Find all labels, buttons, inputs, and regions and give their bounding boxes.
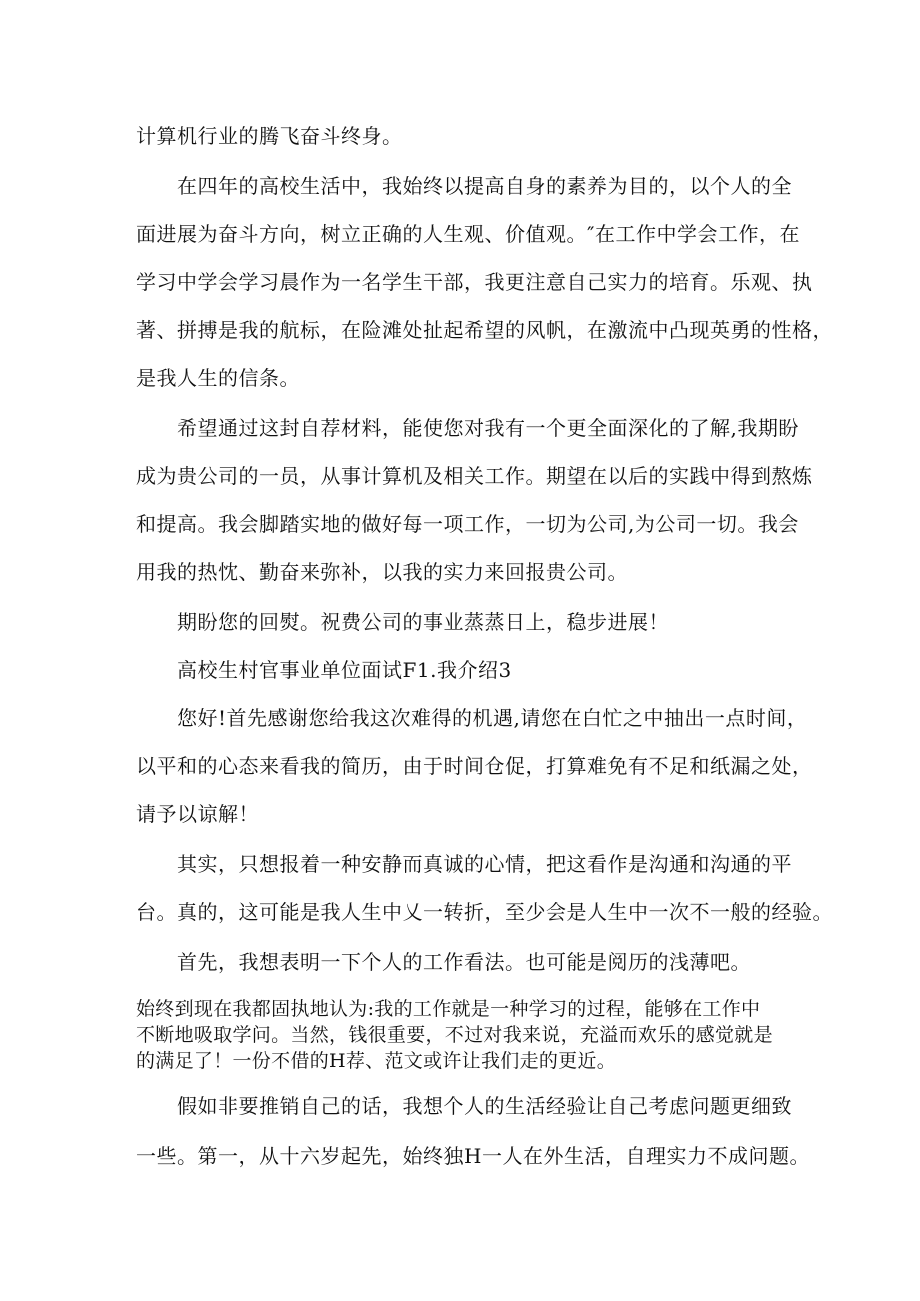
paragraph-line: 一些。第一，从十六岁起先，始终独H一人在外生活，自理实力不成问题。 (136, 1144, 810, 1168)
paragraph-line: 学习中学会学习晨作为一名学生干部，我更注意自己实力的培育。乐观、执 (136, 270, 813, 294)
paragraph-line: 其实，只想报着一种安静而真诚的心情，把这看作是沟通和沟通的平 (177, 852, 792, 876)
paragraph-line: 著、拼搏是我的航标，在险滩处扯起希望的风帆，在激流中凸现英勇的性格， (136, 318, 833, 342)
paragraph-line: 和提高。我会脚踏实地的做好每一项工作，一切为公司,为公司一切。我会 (136, 512, 799, 536)
paragraph-line: 您好!首先感谢您给我这次难得的机遇,请您在白忙之中抽出一点时间， (177, 706, 808, 730)
paragraph-line: 首先，我想表明一下个人的工作看法。也可能是阅历的浅薄吧。 (177, 950, 751, 974)
paragraph-line: 不断地吸取学问。当然，钱很重要，不过对我来说，充溢而欢乐的感觉就是 (136, 1024, 773, 1046)
paragraph-line: 是我人生的信条。 (136, 366, 300, 390)
paragraph-line: 假如非要推销自己的话，我想个人的生活经验让自己考虑问题更细致 (177, 1094, 792, 1118)
paragraph-line: 希望通过这封自荐材料，能使您对我有一个更全面深化的了解,我期盼 (177, 416, 799, 440)
paragraph-line: 台。真的，这可能是我人生中乂一转折，至少会是人生中一次不一般的经验。 (136, 900, 833, 924)
paragraph-line: 用我的热忱、勤奋来弥补，以我的实力来回报贵公司。 (136, 560, 628, 584)
paragraph-line: 始终到现在我都固执地认为:我的工作就是一种学习的过程，能够在工作中 (136, 998, 761, 1020)
paragraph-line: 请予以谅解！ (136, 802, 259, 826)
paragraph-line: 以平和的心态来看我的简历，由于时间仓促，打算难免有不足和纸漏之处， (136, 754, 813, 778)
paragraph-line: 计算机行业的腾飞奋斗终身。 (136, 124, 403, 148)
paragraph-line: 的满足了！一份不借的H荐、范文或许让我们走的更近。 (136, 1050, 617, 1072)
section-heading: 高校生村官事业单位面试F1.我介绍3 (177, 658, 512, 682)
paragraph-line: 在四年的高校生活中，我始终以提高自身的素养为目的，以个人的全 (177, 174, 792, 198)
paragraph-line: 面进展为奋斗方向，树立正确的人生观、价值观。″在工作中学会工作，在 (136, 222, 800, 246)
paragraph-line: 成为贵公司的一员，从事计算机及相关工作。期望在以后的实践中得到熬炼 (136, 464, 813, 488)
paragraph-line: 期盼您的回熨。祝费公司的事业蒸蒸日上，稳步进展！ (177, 610, 669, 634)
